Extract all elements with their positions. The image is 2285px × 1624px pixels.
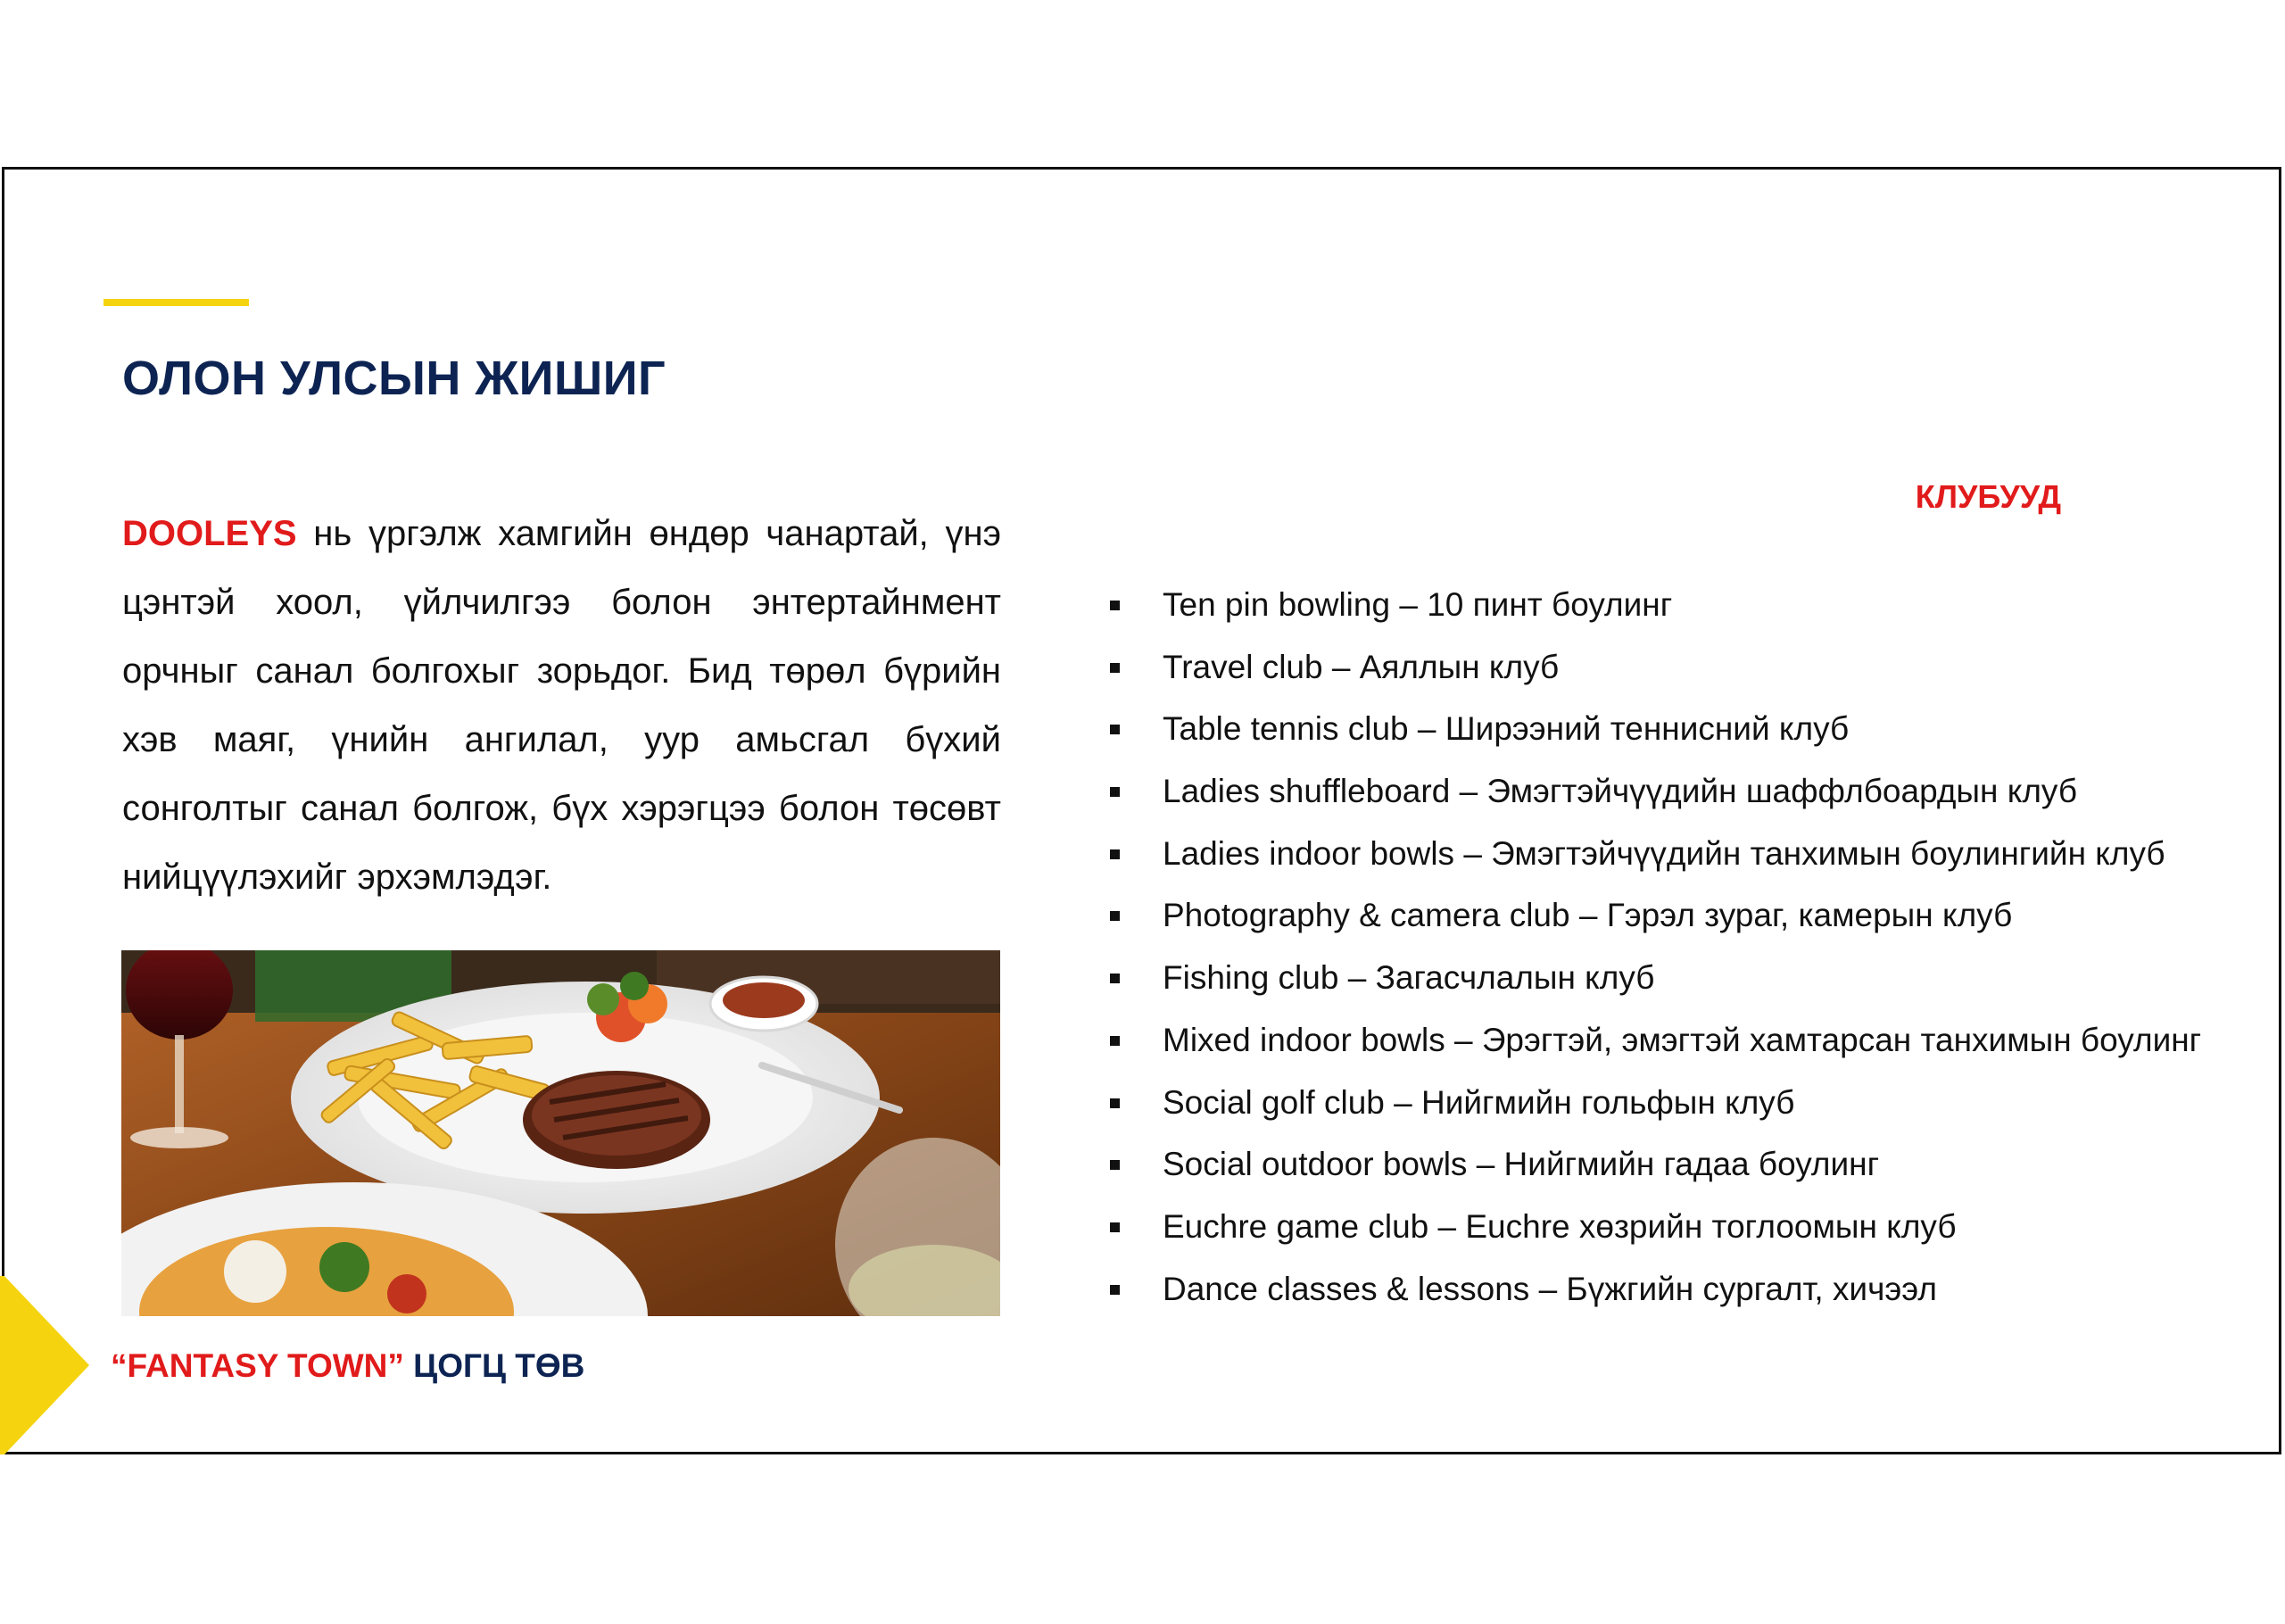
intro-brand: DOOLEYS [122, 514, 297, 553]
intro-text: нь үргэлж хамгийн өндөр чанартай, үнэ цэнтэй хоол, үйлчилгээ болон энтертайнмент орчныг санал болгохыг зорьдог. Бид төрөл бүрийн хэв маяг, үнийн ангилал, уур амьсгал бүхий сонголтыг санал болгож, бүх хэрэгцээ болон төсөвт нийцүүлэхийг эрхэмлэдэг. [122, 514, 1001, 897]
club-list-item [1110, 636, 2270, 699]
club-item-label: Photography & camera club – Гэрэл зураг, камерын клуб [1163, 897, 2013, 934]
page-title: ОЛОН УЛСЫН ЖИШИГ [122, 352, 666, 405]
club-list [1110, 574, 2270, 1320]
title-accent-line [103, 299, 249, 306]
square-bullet-icon [1110, 1160, 1120, 1170]
square-bullet-icon [1110, 663, 1120, 673]
club-list-item [1110, 1009, 2270, 1072]
club-item-label: Mixed indoor bowls – Эрэгтэй, эмэгтэй хамтарсан танхимын боулинг [1163, 1021, 2202, 1058]
club-item-label: Fishing club – Загасчлалын клуб [1163, 959, 1655, 997]
square-bullet-icon [1110, 849, 1120, 859]
club-list-item [1110, 1196, 2270, 1258]
footer-brand-name: “FANTASY TOWN” [111, 1347, 404, 1384]
footer-brand-suffix: ЦОГЦ ТӨВ [403, 1347, 585, 1384]
club-list-item [1110, 760, 2270, 823]
food-photo [121, 950, 1000, 1316]
club-item-label: Ladies shuffleboard – Эмэгтэйчүүдийн шаффлбоардын клуб [1163, 773, 2078, 810]
square-bullet-icon [1110, 1036, 1120, 1046]
club-item-label: Ladies indoor bowls – Эмэгтэйчүүдийн танхимын боулингийн клуб [1163, 834, 2165, 872]
club-list-item [1110, 1072, 2270, 1134]
square-bullet-icon [1110, 1222, 1120, 1232]
club-list-item [1110, 823, 2270, 885]
square-bullet-icon [1110, 1285, 1120, 1295]
square-bullet-icon [1110, 974, 1120, 983]
intro-paragraph [122, 500, 1001, 912]
club-item-label: Table tennis club – Ширээний теннисний клуб [1163, 710, 1850, 748]
club-list-item [1110, 947, 2270, 1009]
club-list-item [1110, 574, 2270, 636]
club-list-item [1110, 1258, 2270, 1321]
club-item-label: Travel club – Аяллын клуб [1163, 648, 1560, 685]
club-item-label: Social outdoor bowls – Нийгмийн гадаа боулинг [1163, 1146, 1880, 1183]
club-list-item [1110, 884, 2270, 947]
steak-fries-image [121, 950, 1000, 1316]
square-bullet-icon [1110, 601, 1120, 610]
yellow-chevron-icon [0, 1276, 89, 1454]
square-bullet-icon [1110, 787, 1120, 797]
club-list-item [1110, 1133, 2270, 1196]
club-item-label: Ten pin bowling – 10 пинт боулинг [1163, 586, 1673, 623]
square-bullet-icon [1110, 725, 1120, 734]
clubs-heading: КЛУБУУД [1915, 478, 2061, 515]
square-bullet-icon [1110, 1098, 1120, 1108]
club-item-label: Dance classes & lessons – Бүжгийн сургалт, хичээл [1163, 1270, 1937, 1307]
club-item-label: Euchre game club – Euchre хөзрийн тоглоомын клуб [1163, 1207, 1957, 1245]
club-item-label: Social golf club – Нийгмийн гольфын клуб [1163, 1083, 1795, 1121]
square-bullet-icon [1110, 911, 1120, 921]
club-list-item [1110, 698, 2270, 760]
footer-brand [111, 1347, 584, 1385]
